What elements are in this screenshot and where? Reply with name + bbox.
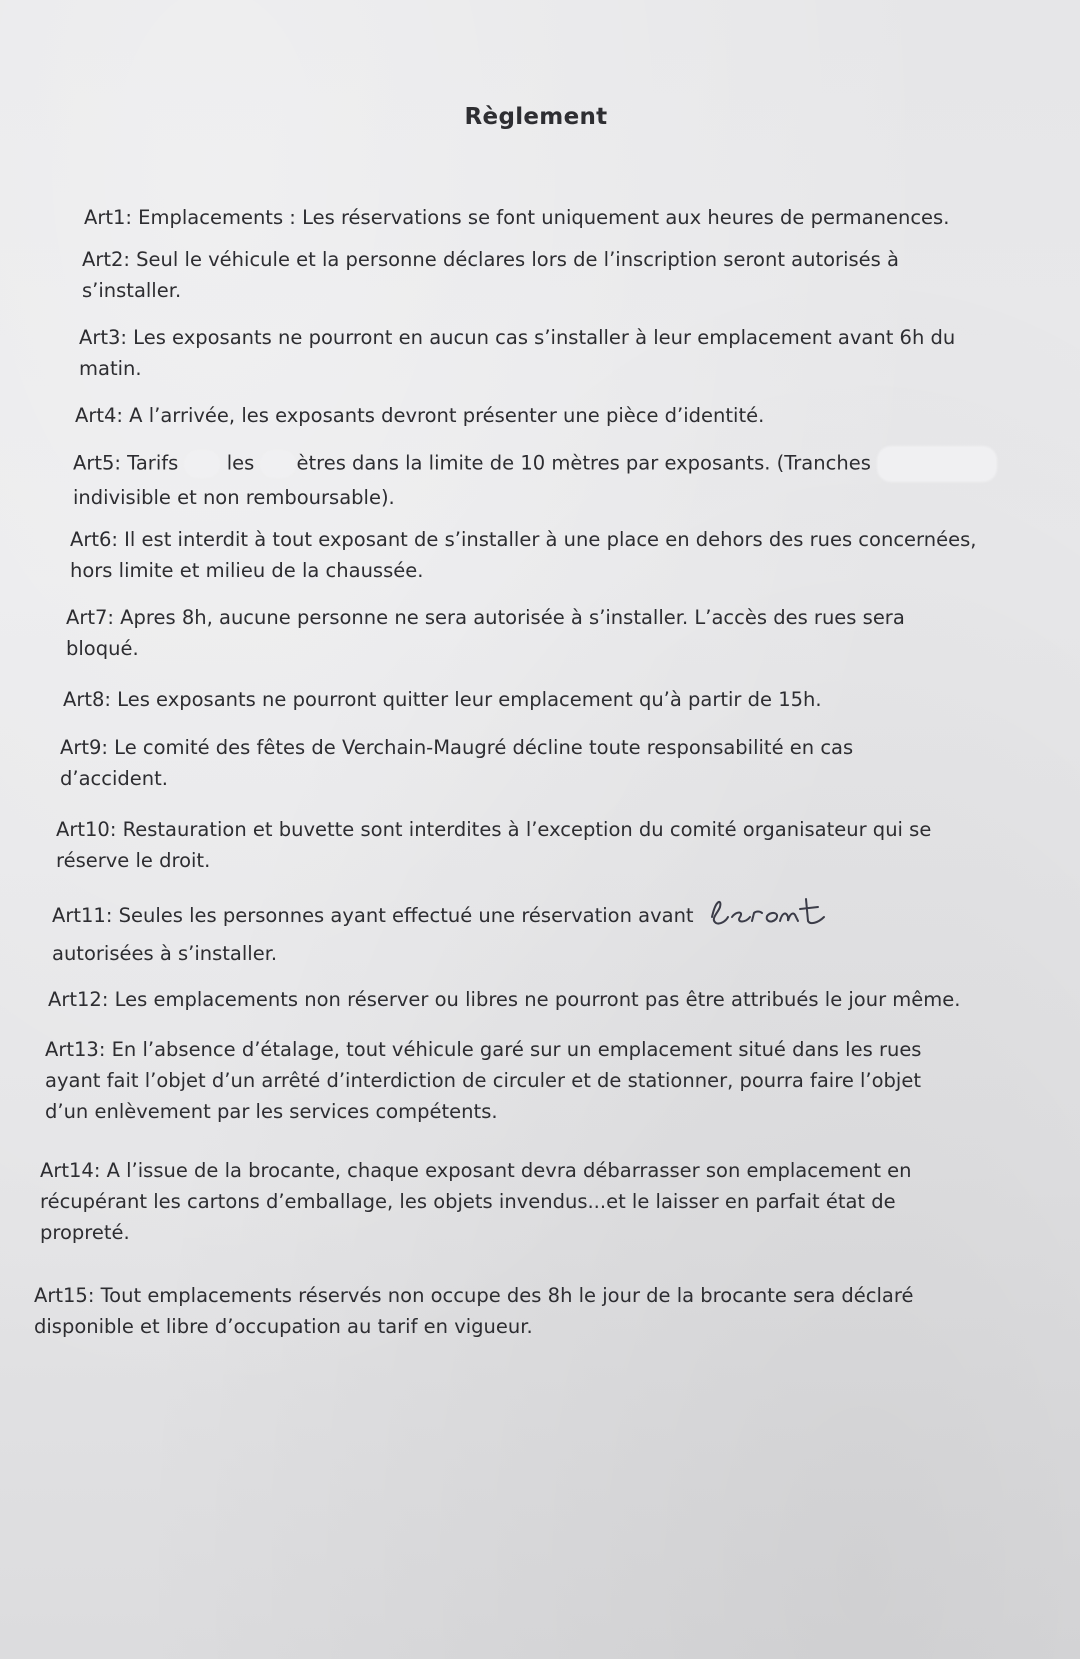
article-6 [70, 524, 976, 586]
page-title: Règlement [464, 104, 608, 130]
article-line: Art4: A l’arrivée, les exposants devront présenter une pièce d’identité. [75, 404, 765, 427]
article-8 [63, 684, 822, 715]
article-1 [84, 202, 949, 233]
article-5-text-c: ètres dans la limite de 10 mètres par exposants. (Tranches [296, 451, 871, 475]
article-line: Art7: Apres 8h, aucune personne ne sera autorisée à s’installer. L’accès des rues sera [66, 606, 905, 629]
redaction-blur [184, 450, 220, 478]
article-line: ayant fait l’objet d’un arrêté d’interdiction de circuler et de stationner, pourra faire l’objet [45, 1069, 921, 1092]
article-line: disponible et libre d’occupation au tarif en vigueur. [34, 1315, 533, 1338]
article-line: Art6: Il est interdit à tout exposant de s’installer à une place en dehors des rues concernées, [70, 528, 977, 551]
article-line: bloqué. [66, 637, 139, 660]
redaction-blur [877, 446, 997, 482]
article-line: récupérant les cartons d’emballage, les objets invendus...et le laisser en parfait état de [40, 1190, 896, 1213]
article-9 [60, 732, 853, 794]
article-line: Art12: Les emplacements non réserver ou libres ne pourront pas être attribués le jour même. [48, 988, 961, 1011]
article-line: indivisible et non remboursable). [73, 486, 395, 509]
article-line: d’accident. [60, 767, 168, 790]
article-line [73, 446, 997, 482]
article-line: Art14: A l’issue de la brocante, chaque exposant devra débarrasser son emplacement en [40, 1159, 912, 1182]
article-line: autorisées à s’installer. [52, 942, 278, 965]
article-5-text-a: Art5: Tarifs [73, 451, 179, 475]
article-10 [56, 814, 931, 876]
article-line [52, 895, 832, 938]
article-line: matin. [79, 357, 142, 380]
article-5-text-b: les [226, 451, 255, 475]
article-line: s’installer. [82, 279, 182, 302]
article-15 [34, 1280, 913, 1342]
article-14 [40, 1155, 912, 1248]
article-line: Art8: Les exposants ne pourront quitter leur emplacement qu’à partir de 15h. [63, 688, 822, 711]
redaction-blur [260, 450, 296, 478]
article-line: réserve le droit. [56, 849, 211, 872]
article-line: Art3: Les exposants ne pourront en aucun cas s’installer à leur emplacement avant 6h du [79, 326, 956, 349]
article-2 [82, 244, 899, 306]
article-13 [45, 1034, 921, 1127]
article-line: hors limite et milieu de la chaussée. [70, 559, 424, 582]
article-line: Art2: Seul le véhicule et la personne déclares lors de l’inscription seront autorisés à [82, 248, 899, 271]
article-line: Art9: Le comité des fêtes de Verchain-Maugré décline toute responsabilité en cas [60, 736, 854, 759]
article-3 [79, 322, 955, 384]
handwritten-seront [706, 895, 832, 938]
article-11-text: Art11: Seules les personnes ayant effectué une réservation avant [52, 904, 694, 927]
article-line: Art13: En l’absence d’étalage, tout véhicule garé sur un emplacement situé dans les rues [45, 1038, 922, 1061]
article-5 [73, 446, 997, 513]
article-line: Art1: Emplacements : Les réservations se font uniquement aux heures de permanences. [84, 206, 950, 229]
article-line: d’un enlèvement par les services compétents. [45, 1100, 498, 1123]
article-7 [66, 602, 905, 664]
article-line: propreté. [40, 1221, 130, 1244]
article-line: Art10: Restauration et buvette sont interdites à l’exception du comité organisateur qui se [56, 818, 932, 841]
article-4 [75, 400, 764, 431]
article-line: Art15: Tout emplacements réservés non occupe des 8h le jour de la brocante sera déclaré [34, 1284, 914, 1307]
article-11 [52, 895, 832, 969]
article-12 [48, 984, 961, 1015]
